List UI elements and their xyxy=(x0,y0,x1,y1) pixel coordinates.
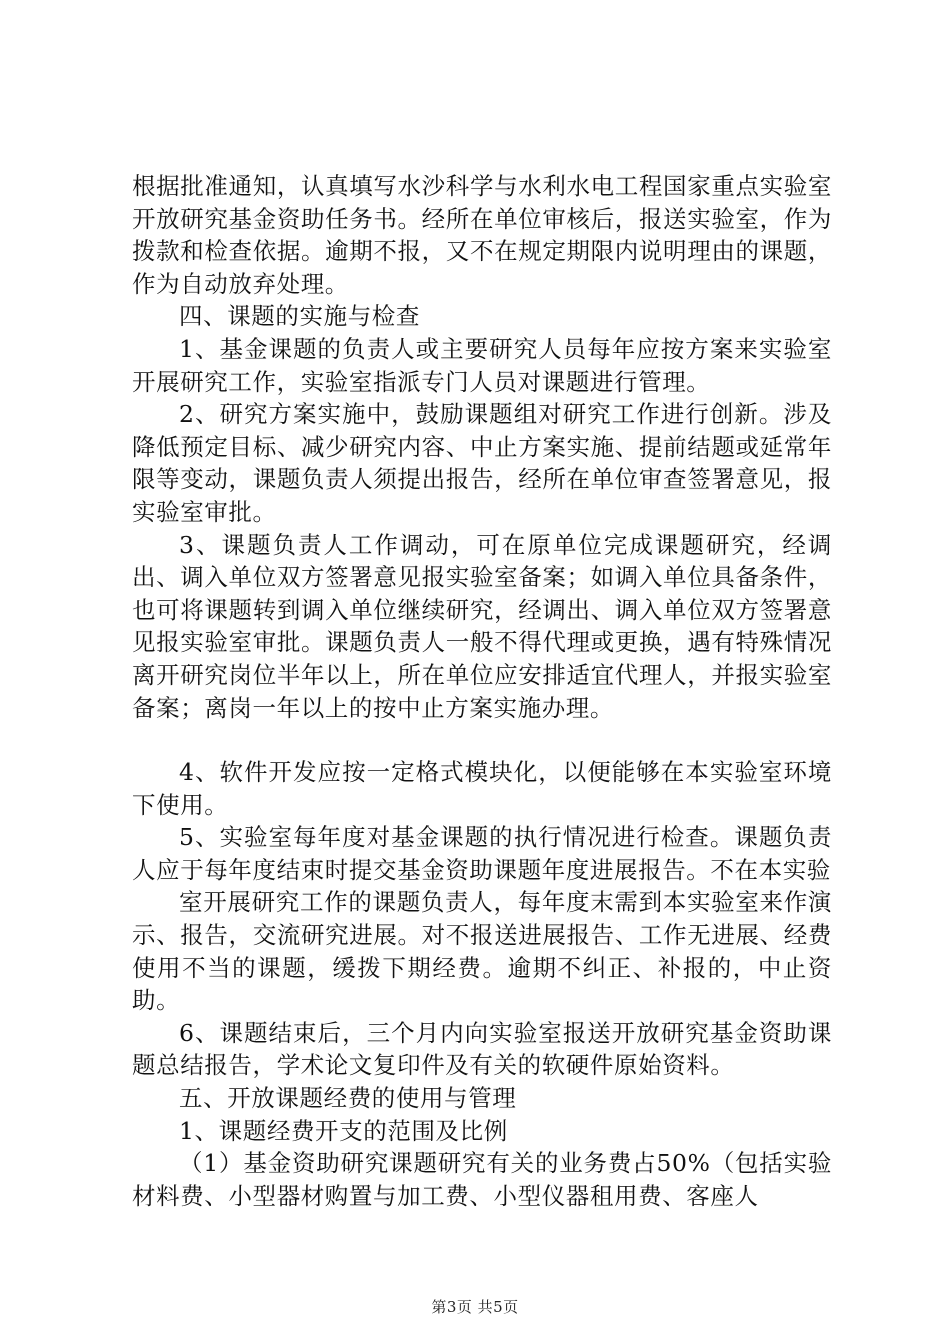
paragraph-gap xyxy=(132,724,832,756)
section-heading-implementation: 四、课题的实施与检查 xyxy=(179,302,420,331)
document-body xyxy=(132,170,832,1212)
subheading-expense-scope: 1、课题经费开支的范围及比例 xyxy=(179,1116,508,1145)
paragraph-approval-notice: 根据批准通知，认真填写水沙科学与水利水电工程国家重点实验室开放研究基金资助任务书。经所在单位审核后，报送实验室，作为拨款和检查依据。逾期不报，又不在规定期限内说明理由的课题，作为自动放弃处理。 xyxy=(132,172,832,298)
paragraph-item-5-continued: 室开展研究工作的课题负责人，每年度末需到本实验室来作演示、报告，交流研究进展。对不报送进展报告、工作无进展、经费使用不当的课题，缓拨下期经费。逾期不纠正、补报的，中止资助。 xyxy=(132,888,832,1015)
paragraph-expense-1: （1）基金资助研究课题研究有关的业务费占50%（包括实验材料费、小型器材购置与加工费、小型仪器租用费、客座人 xyxy=(132,1149,832,1210)
paragraph-item-3: 3、课题负责人工作调动，可在原单位完成课题研究，经调出、调入单位双方签署意见报实验室备案；如调入单位具备条件，也可将课题转到调入单位继续研究，经调出、调入单位双方签署意见报实验室审批。课题负责人一般不得代理或更换，遇有特殊情况离开研究岗位半年以上，所在单位应安排适宜代理人，并报实验室备案；离岗一年以上的按中止方案实施办理。 xyxy=(132,530,832,722)
paragraph-item-1: 1、基金课题的负责人或主要研究人员每年应按方案来实验室开展研究工作，实验室指派专门人员对课题进行管理。 xyxy=(132,334,832,396)
page-footer: 第3页 共5页 xyxy=(431,1298,519,1316)
paragraph-item-6: 6、课题结束后，三个月内向实验室报送开放研究基金资助课题总结报告，学术论文复印件及有关的软硬件原始资料。 xyxy=(132,1018,832,1080)
paragraph-item-2: 2、研究方案实施中，鼓励课题组对研究工作进行创新。涉及降低预定目标、减少研究内容、中止方案实施、提前结题或延常年限等变动，课题负责人须提出报告，经所在单位审查签署意见，报实验室审批。 xyxy=(132,400,832,526)
paragraph-item-4: 4、软件开发应按一定格式模块化，以便能够在本实验室环境下使用。 xyxy=(132,758,832,819)
section-heading-funding: 五、开放课题经费的使用与管理 xyxy=(179,1084,517,1113)
paragraph-item-5: 5、实验室每年度对基金课题的执行情况进行检查。课题负责人应于每年度结束时提交基金资助课题年度进展报告。不在本实验 xyxy=(132,823,832,884)
